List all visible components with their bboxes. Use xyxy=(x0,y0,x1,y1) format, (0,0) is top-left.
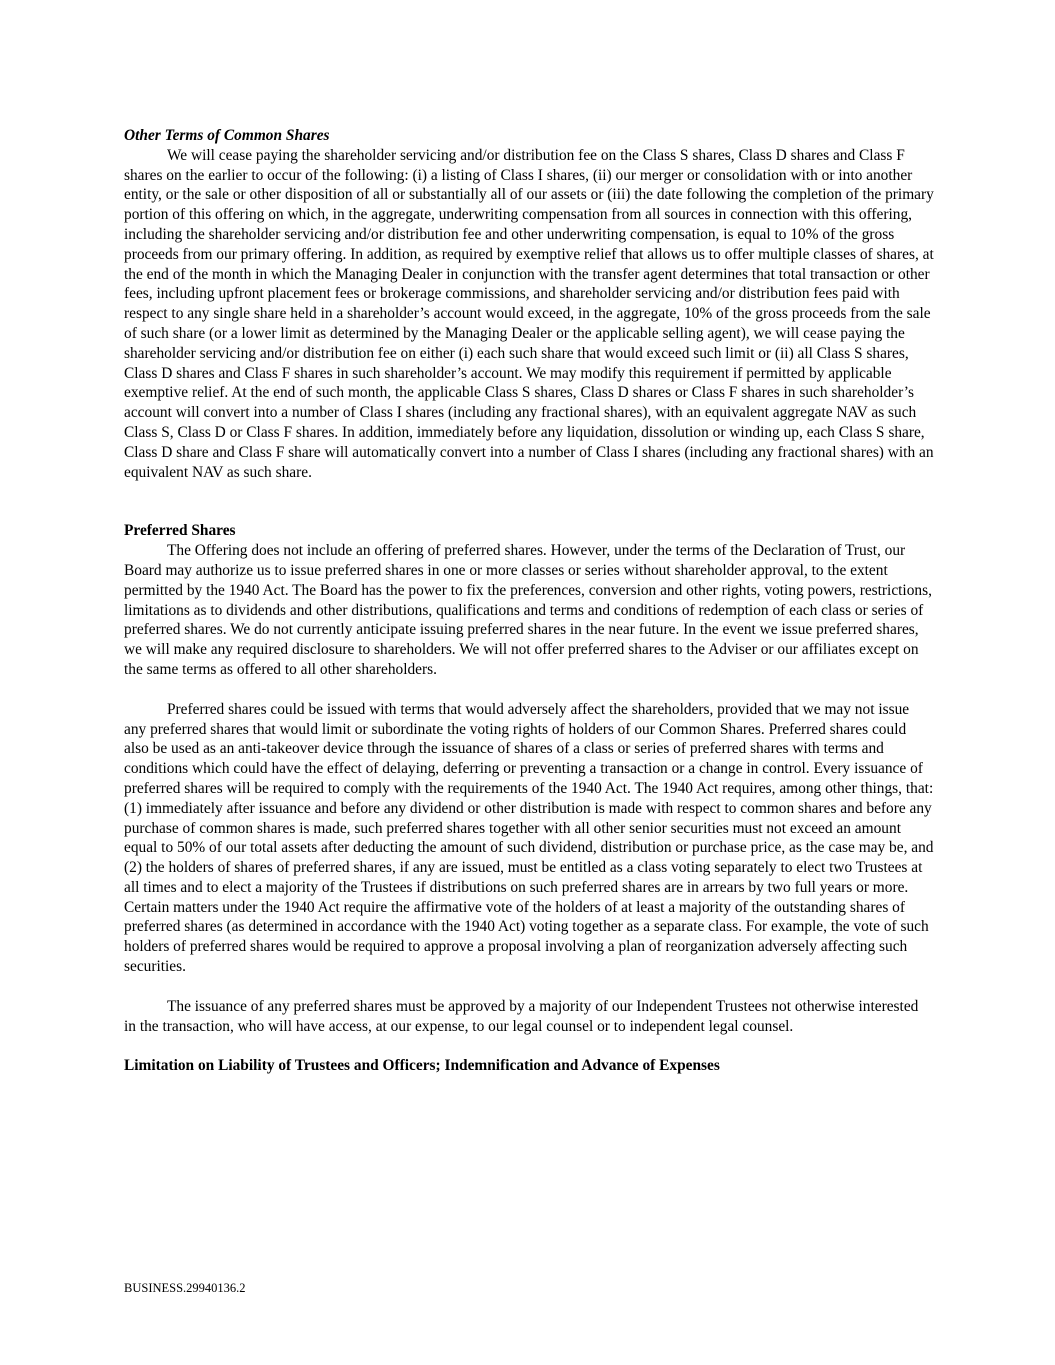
paragraph-preferred-3: The issuance of any preferred shares must be approved by a majority of our Independent Trustees not otherwise interested in the transaction, who will have access, at our expense, to our legal counsel or to independent legal counsel. xyxy=(124,997,919,1035)
heading-other-terms: Other Terms of Common Shares xyxy=(124,127,330,144)
document-page xyxy=(124,126,934,1076)
paragraph-other-terms: We will cease paying the shareholder servicing and/or distribution fee on the Class S shares, Class D shares and Class F shares on the earlier to occur of the following: (i) a listing of Class I shares, (ii) our merger or consolidation with or into another entity, or the sale or other disposition of all or substantially all of our assets or (iii) the date following the completion of the primary portion of this offering on which, in the aggregate, underwriting compensation from all sources in connection with this offering, including the shareholder servicing and/or distribution fee and other underwriting compensation, is equal to 10% of the gross proceeds from our primary offering. In addition, as required by exemptive relief that allows us to offer multiple classes of shares, at the end of the month in which the Managing Dealer in conjunction with the transfer agent determines that total transaction or other fees, including upfront placement fees or brokerage commissions, and shareholder servicing and/or distribution fees paid with respect to any single share held in a shareholder’s account would exceed, in the aggregate, 10% of the gross proceeds from the sale of such share (or a lower limit as determined by the Managing Dealer or the applicable selling agent), we will cease paying the shareholder servicing and/or distribution fee on either (i) each such share that would exceed such limit or (ii) all Class S shares, Class D shares and Class F shares in such shareholder’s account. We may modify this requirement if permitted by applicable exemptive relief. At the end of such month, the applicable Class S shares, Class D shares or Class F shares in such shareholder’s account will convert into a number of Class I shares (including any fractional shares), with an equivalent aggregate NAV as such Class S, Class D or Class F shares. In addition, immediately before any liquidation, dissolution or winding up, each Class S share, Class D share and Class F share will automatically convert into a number of Class I shares (including any fractional shares) with an equivalent NAV as such share. xyxy=(124,146,934,481)
paragraph-preferred-2: Preferred shares could be issued with terms that would adversely affect the shareholders, provided that we may not issue any preferred shares that would limit or subordinate the voting rights of holders of our Common Shares. Preferred shares could also be used as an anti-takeover device through the issuance of shares of a class or series of preferred shares with terms and conditions which could have the effect of delaying, deferring or preventing a transaction or a change in control. Every issuance of preferred shares will be required to comply with the requirements of the 1940 Act. The 1940 Act requires, among other things, that: (1) immediately after issuance and before any dividend or other distribution is made with respect to common shares and before any purchase of common shares is made, such preferred shares together with all other senior securities must not exceed an amount equal to 50% of our total assets after deducting the amount of such dividend, distribution or purchase price, as the case may be, and (2) the holders of shares of preferred shares, if any are issued, must be entitled as a class voting separately to elect two Trustees at all times and to elect a majority of the Trustees if distributions on such preferred shares are in arrears by two full years or more. Certain matters under the 1940 Act require the affirmative vote of the holders of at least a majority of the outstanding shares of preferred shares (as determined in accordance with the 1940 Act) voting together as a separate class. For example, the vote of such holders of preferred shares would be required to approve a proposal involving a plan of reorganization adversely affecting such securities. xyxy=(124,700,934,976)
heading-limitation-liability: Limitation on Liability of Trustees and Officers; Indemnification and Advance of Expenses xyxy=(124,1057,720,1075)
footer-document-id: BUSINESS.29940136.2 xyxy=(124,1281,246,1295)
heading-preferred-shares: Preferred Shares xyxy=(124,522,236,540)
paragraph-preferred-1: The Offering does not include an offering of preferred shares. However, under the terms of the Declaration of Trust, our Board may authorize us to issue preferred shares in one or more classes or series without shareholder approval, to the extent permitted by the 1940 Act. The Board has the power to fix the preferences, conversion and other rights, voting powers, restrictions, limitations as to dividends and other distributions, qualifications and terms and conditions of redemption of each class or series of preferred shares. We do not currently anticipate issuing preferred shares in the near future. In the event we issue preferred shares, we will make any required disclosure to shareholders. We will not offer preferred shares to the Adviser or our affiliates except on the same terms as offered to all other shareholders. xyxy=(124,542,932,678)
